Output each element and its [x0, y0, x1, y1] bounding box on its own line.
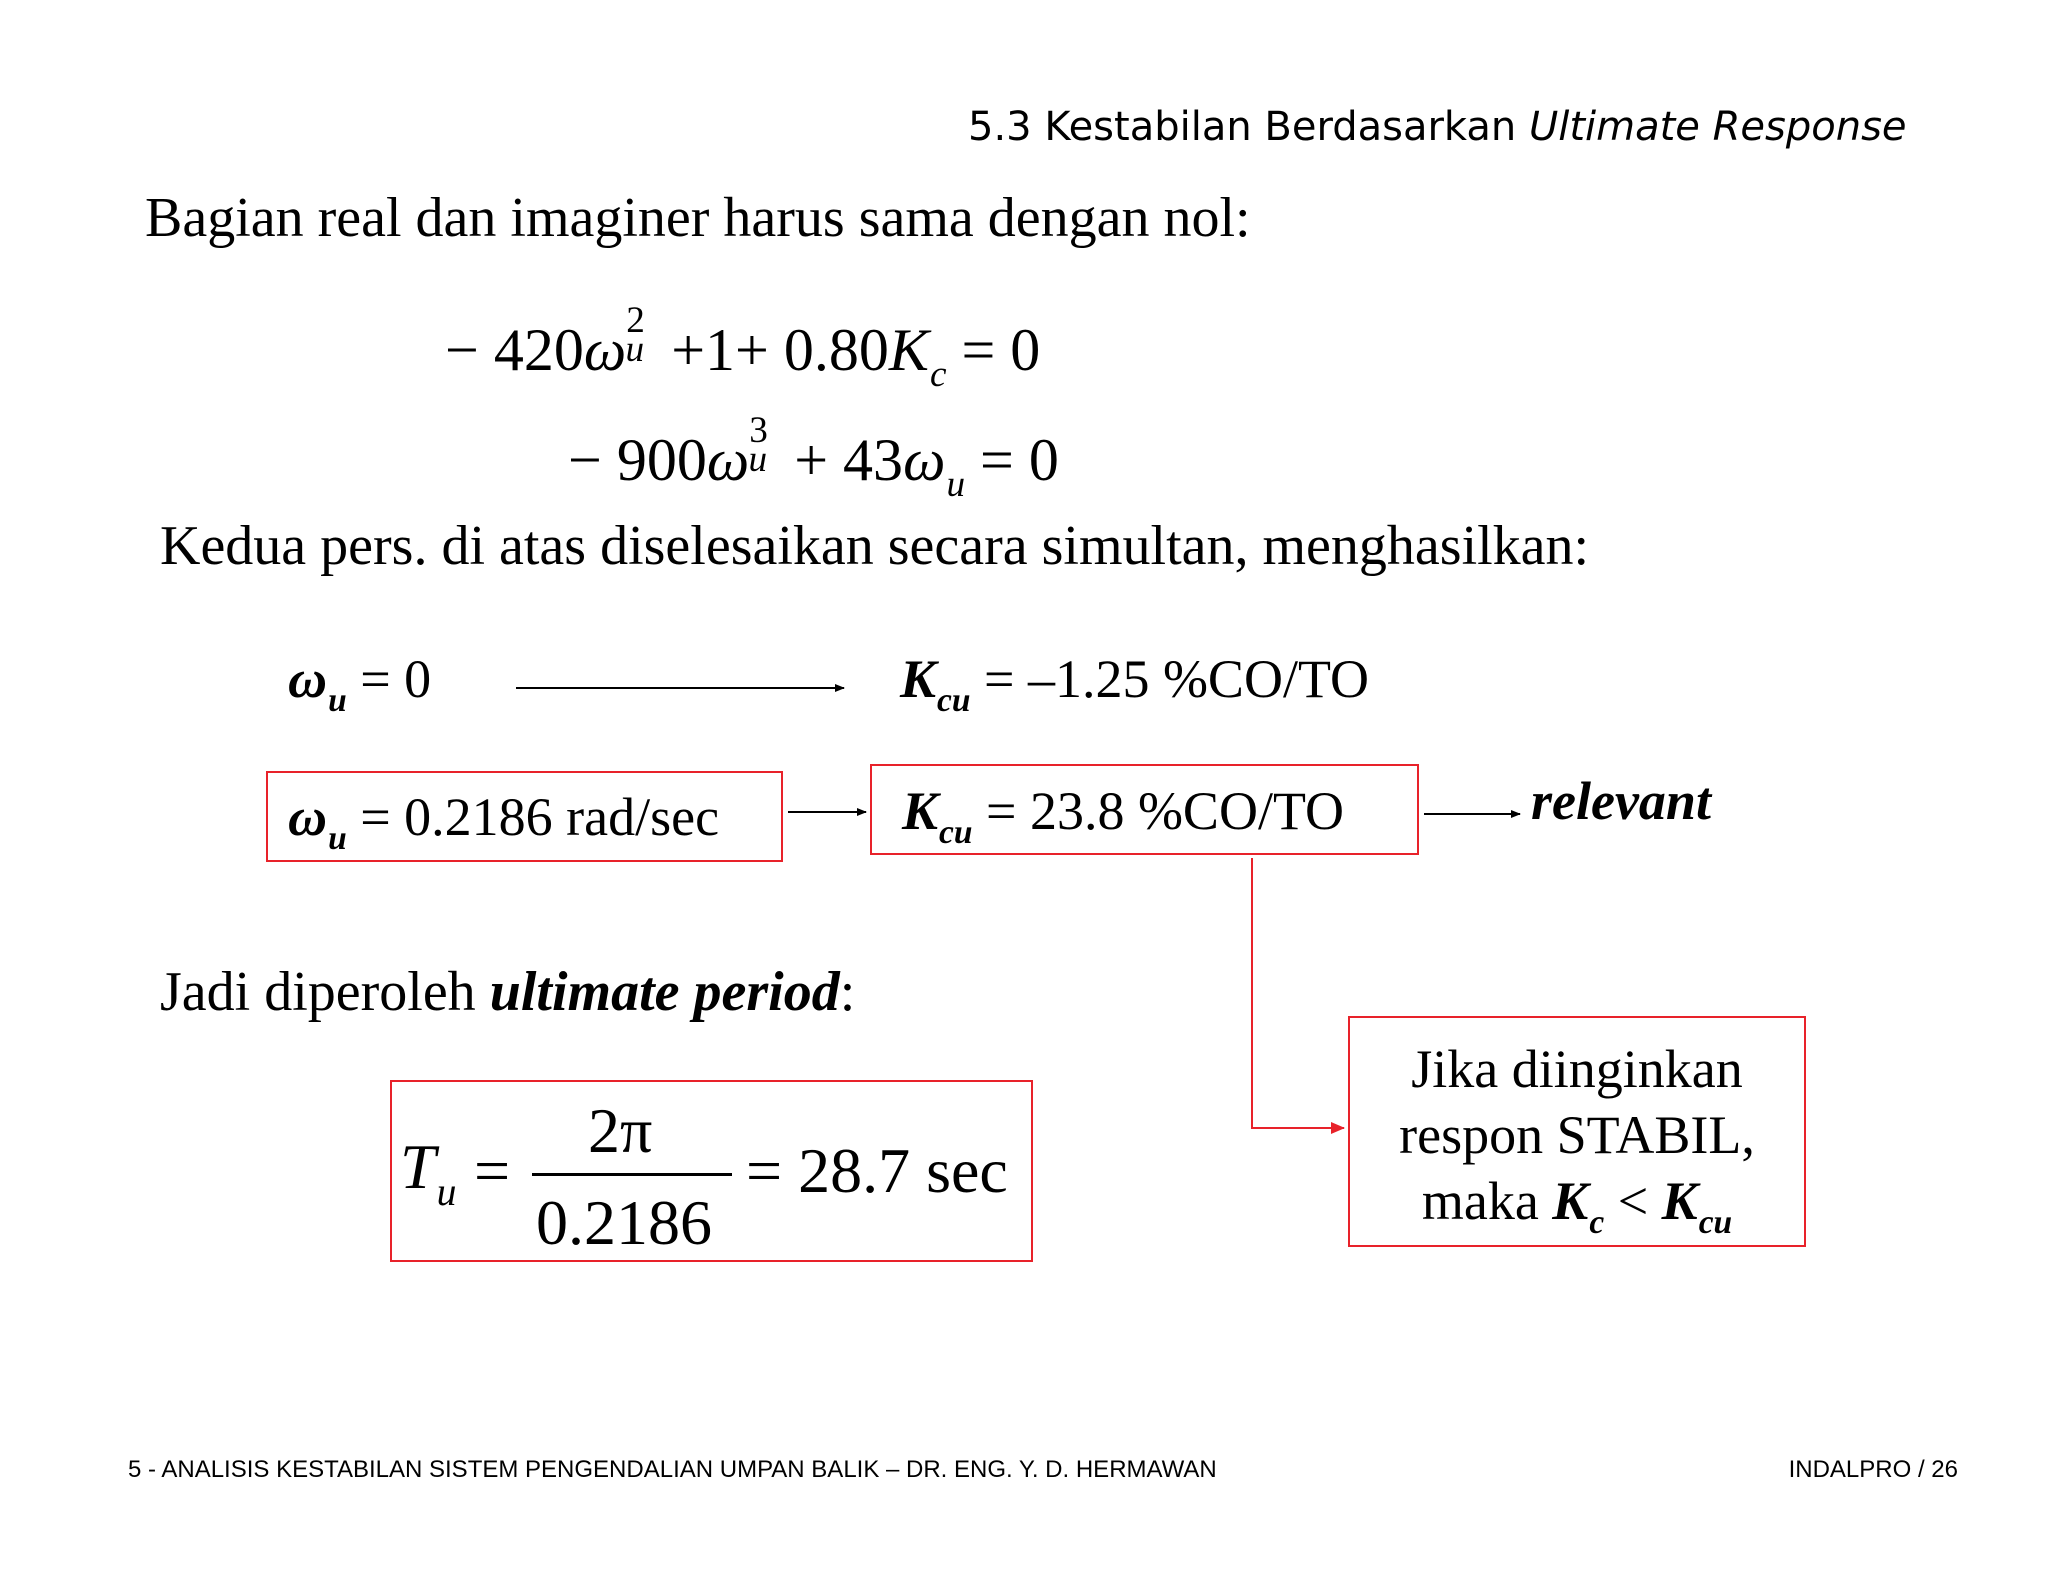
formula-unit: sec [926, 1135, 1008, 1206]
eq2-exponent: 3 [749, 409, 768, 451]
eq2-mid: + 43 [779, 427, 904, 493]
note-line3 [1348, 1168, 1806, 1242]
sol2-K-subscript: cu [939, 814, 973, 852]
footer-page-number: INDALPRO / 26 [1788, 1456, 1958, 1483]
connector-K-to-note [1252, 858, 1344, 1128]
relevant-text: relevant [1531, 771, 1711, 831]
eq2-omega2-subscript: u [946, 463, 966, 505]
note-K2-subscript: cu [1698, 1204, 1733, 1242]
note-line2: respon STABIL, [1399, 1105, 1755, 1165]
eq1-K-subscript: c [929, 353, 947, 395]
simultaneous-text: Kedua pers. di atas diselesaikan secara simultan, menghasilkan: [160, 515, 1590, 577]
formula-equals: = [474, 1135, 511, 1206]
sol1-K-value: = –1.25 %CO/TO [970, 649, 1369, 709]
section-title-italic: Ultimate Response [1528, 104, 1907, 150]
eq2-coefficient: − 900 [568, 427, 707, 493]
eq2-subscript: u [748, 438, 768, 480]
note-line3-prefix: maka [1421, 1171, 1553, 1231]
eq2-omega: ω [706, 427, 750, 493]
sol2-omega-subscript: u [328, 820, 347, 858]
eq2-omega2: ω [903, 427, 946, 493]
formula-numerator-text: 2π [588, 1095, 653, 1166]
sol2-omega-symbol: ω [288, 787, 328, 847]
note-K: K [1552, 1171, 1589, 1231]
eq1-exponent: 2 [626, 299, 645, 341]
fraction-bar [532, 1173, 732, 1176]
sol2-K-symbol: K [902, 781, 939, 841]
sol1-K-symbol: K [900, 649, 937, 709]
sol1-omega-value: = 0 [346, 649, 432, 709]
period-bold: ultimate period [489, 961, 840, 1023]
stability-note [1348, 1036, 1806, 1242]
eq1-rhs: = 0 [946, 317, 1041, 383]
sol1-omega-subscript: u [328, 682, 347, 720]
eq1-subscript: u [625, 328, 645, 370]
eq1-omega: ω [583, 317, 627, 383]
note-K2: K [1661, 1171, 1698, 1231]
footer-left: 5 - ANALISIS KESTABILAN SISTEM PENGENDALIAN UMPAN BALIK – DR. ENG. Y. D. HERMAWAN [128, 1456, 1217, 1483]
eq1-coefficient: − 420 [445, 317, 584, 383]
eq2-rhs: = 0 [965, 427, 1059, 493]
formula-numerator [588, 1094, 652, 1168]
note-lt: < [1604, 1171, 1662, 1231]
formula-T-symbol: T [400, 1131, 436, 1202]
formula-T [400, 1130, 457, 1214]
sol1-omega-symbol: ω [288, 649, 328, 709]
period-text [160, 960, 855, 1024]
note-line1: Jika diinginkan [1411, 1039, 1743, 1099]
intro-text: Bagian real dan imaginer harus sama dengan nol: [145, 187, 1251, 249]
formula-result [746, 1134, 1008, 1208]
formula-result-value: = 28.7 [746, 1135, 911, 1206]
formula-T-subscript: u [436, 1169, 457, 1214]
formula-denominator: 0.2186 [536, 1187, 712, 1258]
sol2-K-value: = 23.8 %CO/TO [972, 781, 1344, 841]
eq1-K: K [888, 317, 929, 383]
note-K-subscript: c [1589, 1204, 1605, 1242]
period-prefix: Jadi diperoleh [160, 961, 490, 1023]
sol2-omega-value: = 0.2186 rad/sec [346, 787, 720, 847]
period-suffix: : [839, 961, 856, 1023]
sol1-K-subscript: cu [937, 682, 971, 720]
eq1-rest: +1+ 0.80 [656, 317, 889, 383]
section-title-text: 5.3 Kestabilan Berdasarkan [968, 104, 1529, 150]
